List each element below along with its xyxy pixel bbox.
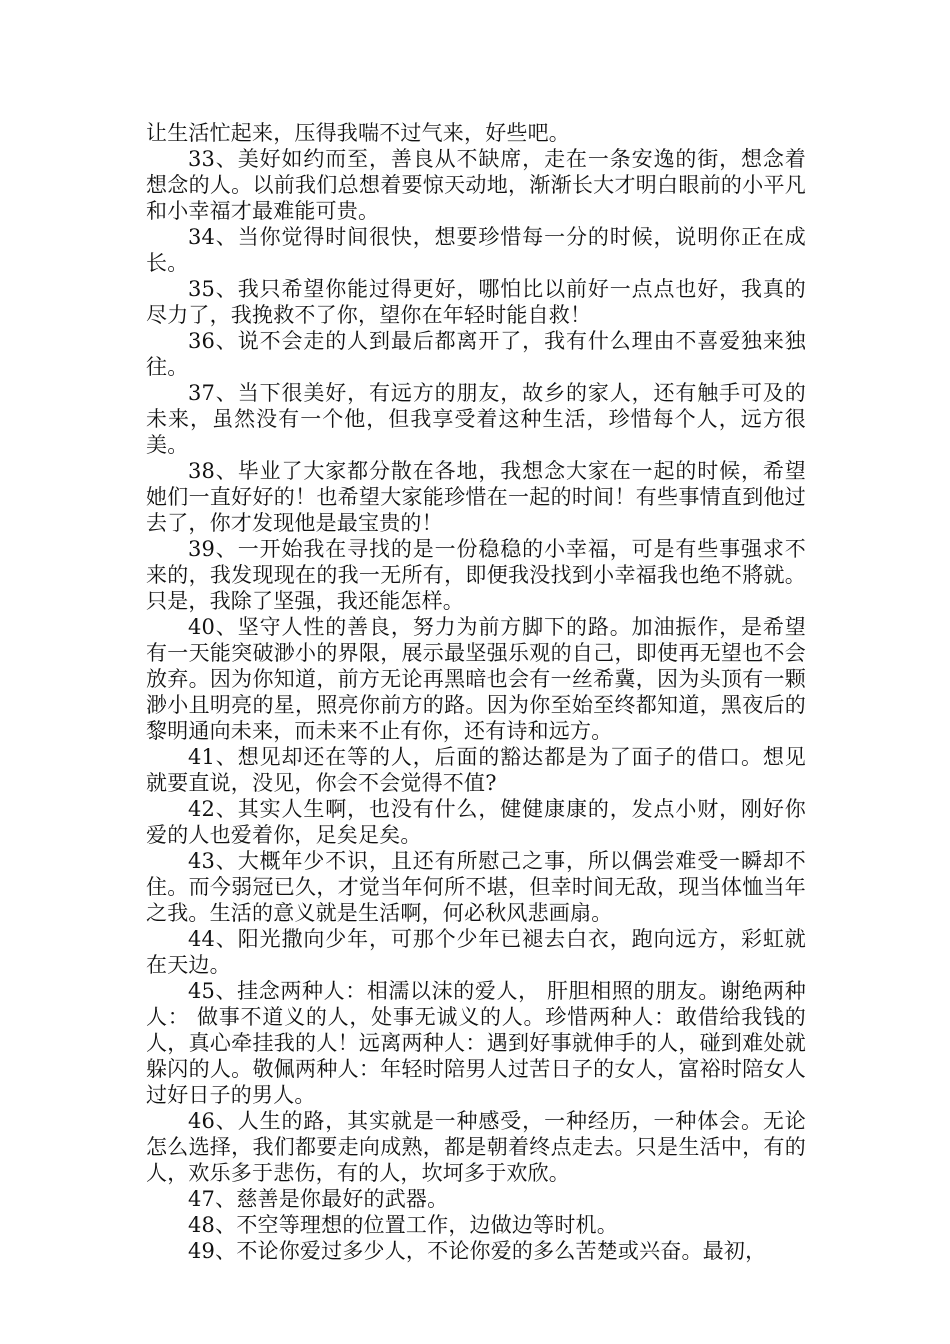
paragraph-34: 34、当你觉得时间很快，想要珍惜每一分的时候，说明你正在成长。 <box>146 225 806 275</box>
paragraph-42: 42、其实人生啊，也没有什么，健健康康的，发点小财，刚好你爱的人也爱着你，足矣足矣。 <box>146 797 806 847</box>
paragraph-35: 35、我只希望你能过得更好，哪怕比以前好一点点也好，我真的尽力了，我挽救不了你，望你在年轻时能自救！ <box>146 277 806 327</box>
paragraph-44: 44、阳光撒向少年，可那个少年已褪去白衣，跑向远方，彩虹就在天边。 <box>146 927 806 977</box>
paragraph-38: 38、毕业了大家都分散在各地，我想念大家在一起的时候，希望她们一直好好的！也希望大家能珍惜在一起的时间！有些事情直到他过去了，你才发现他是最宝贵的！ <box>146 459 806 535</box>
paragraph-continuation: 让生活忙起来，压得我喘不过气来，好些吧。 <box>146 121 570 145</box>
paragraph-49: 49、不论你爱过多少人，不论你爱的多么苦楚或兴奋。最初， <box>188 1239 767 1263</box>
paragraph-40: 40、坚守人性的善良，努力为前方脚下的路。加油振作，是希望有一天能突破渺小的界限，展示最坚强乐观的自己，即使再无望也不会放弃。因为你知道，前方无论再黑暗也会有一丝希冀，因为头顶有一颗渺小且明亮的星，照亮你前方的路。因为你至始至终都知道，黑夜后的黎明通向未来，而未来不止有你，还有诗和远方。 <box>146 615 806 743</box>
paragraph-48: 48、不空等理想的位置工作，边做边等时机。 <box>188 1213 618 1237</box>
paragraph-43: 43、大概年少不识，且还有所慰己之事，所以偶尝难受一瞬却不住。而今弱冠已久，才觉当年何所不堪，但幸时间无敌，现当体恤当年之我。生活的意义就是生活啊，何必秋风悲画扇。 <box>146 849 806 925</box>
paragraph-46: 46、人生的路，其实就是一种感受，一种经历，一种体会。无论怎么选择，我们都要走向成熟，都是朝着终点走去。只是生活中，有的人，欢乐多于悲伤，有的人，坎坷多于欢欣。 <box>146 1109 806 1185</box>
paragraph-45: 45、挂念两种人：相濡以沫的爱人， 肝胆相照的朋友。谢绝两种人： 做事不道义的人，处事无诚义的人。珍惜两种人：敢借给我钱的人，真心牵挂我的人！远离两种人：遇到好事就伸手的人，碰到难处就躲闪的人。敬佩两种人：年轻时陪男人过苦日子的女人，富裕时陪女人过好日子的男人。 <box>146 979 806 1107</box>
paragraph-41: 41、想见却还在等的人，后面的豁达都是为了面子的借口。想见就要直说，没见，你会不会觉得不值? <box>146 745 806 795</box>
paragraph-36: 36、说不会走的人到最后都离开了，我有什么理由不喜爱独来独往。 <box>146 329 806 379</box>
paragraph-37: 37、当下很美好，有远方的朋友，故乡的家人，还有触手可及的未来，虽然没有一个他，但我享受着这种生活，珍惜每个人，远方很美。 <box>146 381 806 457</box>
paragraph-33: 33、美好如约而至，善良从不缺席，走在一条安逸的街，想念着想念的人。以前我们总想着要惊天动地，渐渐长大才明白眼前的小平凡和小幸福才最难能可贵。 <box>146 147 806 223</box>
paragraph-47: 47、慈善是你最好的武器。 <box>188 1187 449 1211</box>
paragraph-39: 39、一开始我在寻找的是一份稳稳的小幸福，可是有些事强求不来的，我发现现在的我一无所有，即便我没找到小幸福我也绝不將就。只是，我除了坚强，我还能怎样。 <box>146 537 806 613</box>
document-page <box>146 120 806 1264</box>
